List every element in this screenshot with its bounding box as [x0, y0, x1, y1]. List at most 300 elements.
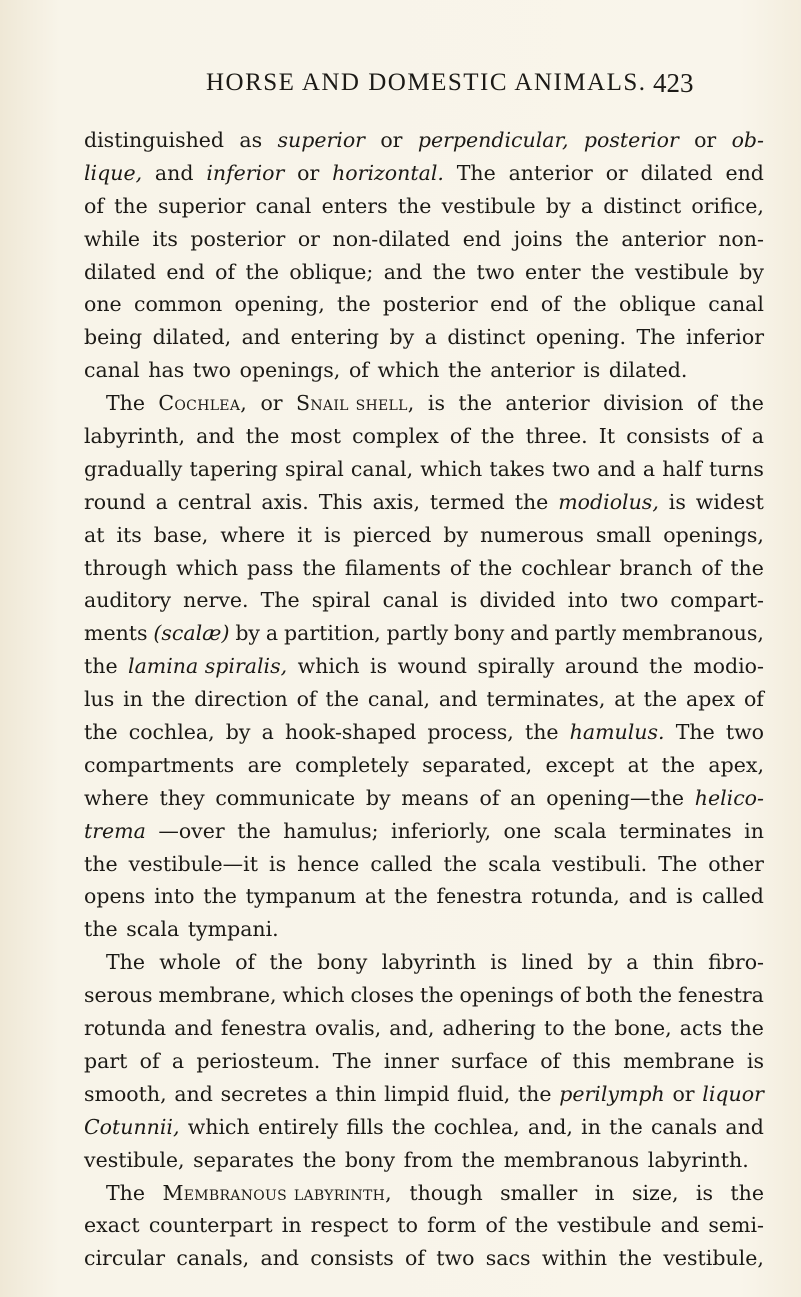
word: and [725, 1114, 764, 1139]
word: or [380, 128, 403, 152]
word: widest [695, 489, 764, 514]
word: inner [383, 1048, 439, 1073]
word: a [580, 193, 594, 218]
word: small [595, 522, 652, 547]
word: ments [84, 621, 148, 646]
word: smooth, [84, 1081, 167, 1106]
word: exact [84, 1213, 140, 1238]
text-line [84, 979, 764, 1012]
word: orifice, [691, 193, 764, 218]
word: which [377, 358, 440, 383]
word: the [84, 851, 118, 876]
word: semi- [708, 1213, 764, 1238]
italic-term: horizontal. [332, 160, 444, 185]
word: openings [459, 983, 554, 1008]
word: half [662, 456, 702, 481]
word: or [672, 1081, 695, 1106]
word: distinct [447, 325, 526, 350]
word: the [237, 818, 271, 843]
word: pierced [353, 522, 432, 547]
word: into [567, 588, 609, 613]
word: hence [297, 851, 360, 876]
word: the [514, 1213, 549, 1238]
text-line [84, 256, 764, 289]
word: labyrinth. [647, 1147, 749, 1172]
text-line [84, 782, 764, 815]
text-line [84, 1209, 764, 1242]
word: while [84, 226, 140, 251]
italic-term: helico- [694, 785, 764, 810]
italic-term: ob- [731, 128, 764, 152]
text-line [84, 321, 764, 354]
word: two [192, 358, 231, 383]
word: of [701, 555, 722, 580]
word: most [290, 424, 342, 449]
word: the [661, 752, 696, 777]
word: canals [650, 1114, 718, 1139]
word: fenestra [678, 983, 764, 1008]
word: the [649, 654, 683, 679]
word: labyrinth, [84, 424, 185, 449]
text-line [84, 1177, 764, 1210]
word: the [517, 1081, 552, 1106]
word: cochlear [521, 555, 611, 580]
word: part [84, 1048, 128, 1073]
word: fibro- [708, 950, 764, 975]
word: a [642, 456, 656, 481]
word: secretes [220, 1081, 308, 1106]
word: it [297, 522, 312, 547]
word: compart- [670, 588, 764, 613]
word: partly [386, 621, 449, 646]
word: axis, [372, 489, 420, 514]
word: bone, [614, 1016, 672, 1041]
word: by [225, 720, 251, 745]
word: consists [310, 1246, 394, 1271]
text-line [84, 683, 764, 716]
word: of [540, 1048, 561, 1073]
word: by [739, 259, 764, 284]
word: closes [350, 983, 415, 1008]
word: fenestra [220, 1016, 307, 1041]
word: of [696, 391, 717, 416]
word: terminates [619, 818, 732, 843]
word: apex, [708, 752, 764, 777]
word: tapering [189, 456, 278, 481]
word: non-dilated [332, 226, 451, 251]
word: the [478, 555, 513, 580]
word: two [436, 1246, 475, 1271]
word: a [751, 424, 764, 449]
word: two [725, 720, 764, 745]
word: The [106, 950, 146, 975]
word: of [449, 555, 470, 580]
word: and [438, 687, 478, 712]
text-line [84, 1012, 764, 1045]
text-line [84, 617, 764, 650]
word: the [609, 1114, 643, 1139]
text-line [84, 157, 764, 190]
word: non- [718, 226, 764, 251]
word: is [583, 358, 601, 383]
word: by [545, 193, 571, 218]
word: and [383, 259, 423, 284]
word: is [490, 950, 508, 975]
word: which [176, 555, 239, 580]
word: end [490, 292, 529, 317]
word: bony [454, 621, 505, 646]
word: counterpart [148, 1213, 273, 1238]
word: or [605, 160, 628, 185]
word: cochlea, [128, 720, 215, 745]
word: oblique [618, 292, 696, 317]
word: and, [527, 1114, 573, 1139]
word: at [627, 752, 649, 777]
word: direction [194, 687, 288, 712]
word: or [260, 391, 283, 416]
word: is [269, 851, 287, 876]
word: a [315, 1081, 328, 1106]
italic-term: posterior [583, 128, 679, 152]
word: of [743, 687, 764, 712]
word: distinct [603, 193, 682, 218]
text-line [84, 1242, 764, 1275]
word: compartments [84, 752, 235, 777]
word: acts [679, 1016, 723, 1041]
word: opening. [535, 325, 627, 350]
text-line [84, 420, 764, 453]
word: The [332, 1048, 372, 1073]
word: the [302, 1147, 337, 1172]
italic-term: superior [277, 128, 365, 152]
italic-term: hamulus. [569, 720, 665, 745]
word: vestibule, [84, 1147, 185, 1172]
word: bony [344, 1147, 396, 1172]
word: takes [489, 456, 545, 481]
word: superior [157, 193, 246, 218]
word: the [638, 983, 673, 1008]
word: smaller [500, 1180, 578, 1205]
word: the [443, 851, 478, 876]
word: The [106, 391, 146, 416]
word: of [540, 292, 561, 317]
word: spiral [311, 588, 371, 613]
small-caps-term: Cochlea, [158, 391, 248, 416]
word: is [427, 391, 445, 416]
word: The [456, 160, 496, 185]
word: numerous [480, 522, 584, 547]
word: whole [159, 950, 221, 975]
text-line [84, 1078, 764, 1111]
word: the [524, 720, 559, 745]
word: the [730, 391, 764, 416]
word: hamulus; [283, 818, 379, 843]
word: opening—the [546, 785, 685, 810]
word: apex [686, 687, 736, 712]
word: this [572, 1048, 611, 1073]
word: the [730, 1180, 764, 1205]
word: axis. [261, 489, 309, 514]
word: This [318, 489, 363, 514]
word: vestibule, [663, 1246, 764, 1271]
word: limpid [384, 1081, 450, 1106]
word: the [114, 193, 148, 218]
text-line [84, 387, 764, 420]
italic-term: lique, [84, 160, 143, 185]
text-line [84, 815, 764, 848]
word: the [419, 983, 454, 1008]
word: ovalis, [314, 1016, 382, 1041]
word: vestibuli. [552, 851, 648, 876]
word: the [590, 259, 625, 284]
word: spiral [285, 456, 344, 481]
word: by [365, 785, 391, 810]
word: thin [335, 1081, 377, 1106]
word: from [403, 1147, 453, 1172]
word: entirely [257, 1114, 339, 1139]
word: a [265, 621, 279, 646]
word: at [84, 522, 105, 547]
word: and, [389, 1016, 435, 1041]
word: the [84, 917, 118, 942]
word: around [564, 654, 639, 679]
word: entering [290, 325, 380, 350]
word: The [260, 588, 300, 613]
word: canal, [367, 687, 431, 712]
word: has [148, 358, 185, 383]
word: divided [479, 588, 556, 613]
word: canal [708, 292, 764, 317]
word: anterior [505, 391, 590, 416]
word: inferiorly, [391, 818, 491, 843]
word: opening, [234, 292, 325, 317]
word: within [541, 1246, 608, 1271]
page-header [0, 68, 801, 108]
word: its [152, 226, 178, 251]
word: the [394, 884, 428, 909]
word: modio- [693, 654, 764, 679]
word: in [281, 1213, 302, 1238]
word: two [476, 259, 515, 284]
word: a [424, 325, 437, 350]
word: dilated. [608, 358, 688, 383]
word: to [543, 1016, 565, 1041]
word: The [675, 720, 715, 745]
word: and [628, 884, 668, 909]
word: end [462, 226, 502, 251]
word: except [545, 752, 615, 777]
word: hook-shaped [285, 720, 417, 745]
word: distinguished [84, 128, 225, 152]
word: the [514, 489, 549, 514]
word: dilated [84, 259, 156, 284]
word: three. [525, 424, 588, 449]
word: vestibule [557, 1213, 652, 1238]
word: the [575, 226, 609, 251]
word: anterior [490, 358, 575, 383]
text-line [84, 848, 764, 881]
word: dilated [640, 160, 713, 185]
word: and [241, 325, 281, 350]
word: the [572, 1016, 607, 1041]
word: The [658, 851, 698, 876]
word: through [84, 555, 168, 580]
word: two [551, 456, 591, 481]
word: scala [553, 818, 607, 843]
word: by [389, 325, 415, 350]
word: posterior [382, 292, 478, 317]
word: pass [247, 555, 294, 580]
word: of [559, 983, 580, 1008]
word: circular [84, 1246, 166, 1271]
word: membrane, [158, 983, 277, 1008]
word: is [675, 884, 694, 909]
word: respect [310, 1213, 389, 1238]
word: the [643, 687, 678, 712]
word: the [203, 884, 237, 909]
text-line [84, 223, 764, 256]
word: of [485, 1213, 506, 1238]
word: at [614, 687, 635, 712]
word: is [668, 489, 686, 514]
word: oblique; [289, 259, 374, 284]
word: they [159, 785, 205, 810]
word: central [177, 489, 252, 514]
word: cochlea, [433, 1114, 520, 1139]
word: enters [321, 193, 388, 218]
text-line [84, 519, 764, 552]
text-line [84, 486, 764, 519]
word: the [245, 424, 280, 449]
word: openings, [663, 522, 764, 547]
word: are [247, 752, 282, 777]
word: scala [126, 917, 180, 942]
word: the [480, 424, 515, 449]
word: rotunda, [531, 884, 620, 909]
word: filaments [344, 555, 441, 580]
word: of [348, 358, 369, 383]
word: The [636, 325, 676, 350]
text-line [84, 716, 764, 749]
word: at [364, 884, 386, 909]
word: of [479, 785, 500, 810]
word: the [730, 555, 764, 580]
word: is [450, 588, 468, 613]
word: fills [346, 1114, 384, 1139]
word: size, [631, 1180, 679, 1205]
text-line [84, 880, 764, 913]
word: the [84, 720, 118, 745]
word: the [448, 358, 482, 383]
word: the [391, 1114, 426, 1139]
word: form [427, 1213, 477, 1238]
word: common [133, 292, 223, 317]
word: termed [429, 489, 505, 514]
word: partly [554, 621, 617, 646]
word: scala [488, 851, 542, 876]
word: tympanum [245, 884, 357, 909]
word: is [695, 1180, 713, 1205]
word: thin [652, 950, 694, 975]
word: the [461, 1147, 496, 1172]
italic-term: modiolus, [558, 489, 659, 514]
word: means [401, 785, 469, 810]
word: fluid, [457, 1081, 511, 1106]
word: membranous [503, 1147, 640, 1172]
word: inferior [686, 325, 764, 350]
italic-term: perilymph [559, 1081, 665, 1106]
word: which [187, 1114, 250, 1139]
word: joins [513, 226, 563, 251]
text-line [84, 749, 764, 782]
word: or [297, 160, 320, 185]
word: It [598, 424, 616, 449]
word: of [139, 1048, 160, 1073]
word: the [573, 292, 607, 317]
word: called [370, 851, 433, 876]
word: rotunda [84, 1016, 167, 1041]
word: one [503, 818, 542, 843]
word: The [106, 1180, 146, 1205]
italic-term: inferior [206, 160, 285, 185]
word: to [397, 1213, 418, 1238]
word: round [84, 489, 146, 514]
word: process, [427, 720, 514, 745]
word: serous [84, 983, 153, 1008]
body-text [84, 124, 764, 1275]
word: of [235, 950, 256, 975]
word: periosteum. [196, 1048, 321, 1073]
word: of [405, 1246, 425, 1271]
word: which [282, 983, 345, 1008]
word: and [174, 1081, 213, 1106]
word: an [510, 785, 536, 810]
word: by [443, 522, 469, 547]
italic-term: trema [84, 818, 146, 843]
word: and [660, 1213, 700, 1238]
word: where [220, 522, 286, 547]
word: of [215, 259, 236, 284]
word: communicate [215, 785, 356, 810]
word: of [449, 424, 470, 449]
text-line [84, 453, 764, 486]
word: and [174, 1016, 213, 1041]
word: the [730, 1016, 764, 1041]
word: base, [153, 522, 209, 547]
page-number: 423 [653, 68, 694, 98]
word: fenestra [436, 884, 523, 909]
italic-term: (scalæ) [153, 621, 230, 646]
italic-term: Cotunnii, [84, 1114, 180, 1139]
word: is [323, 522, 342, 547]
word: auditory [84, 588, 172, 613]
word: membrane [623, 1048, 735, 1073]
word: separates [193, 1147, 295, 1172]
word: is [370, 654, 388, 679]
small-caps-term: Membranous labyrinth, [162, 1180, 392, 1205]
word: being [84, 325, 143, 350]
word: canals, [176, 1246, 250, 1271]
word: surface [451, 1048, 528, 1073]
word: dilated, [152, 325, 232, 350]
word: partition, [283, 621, 381, 646]
word: the [151, 687, 186, 712]
word: as [239, 128, 263, 152]
word: in [581, 1114, 601, 1139]
text-line [84, 1111, 764, 1144]
word: the [269, 950, 303, 975]
word: other [708, 851, 764, 876]
